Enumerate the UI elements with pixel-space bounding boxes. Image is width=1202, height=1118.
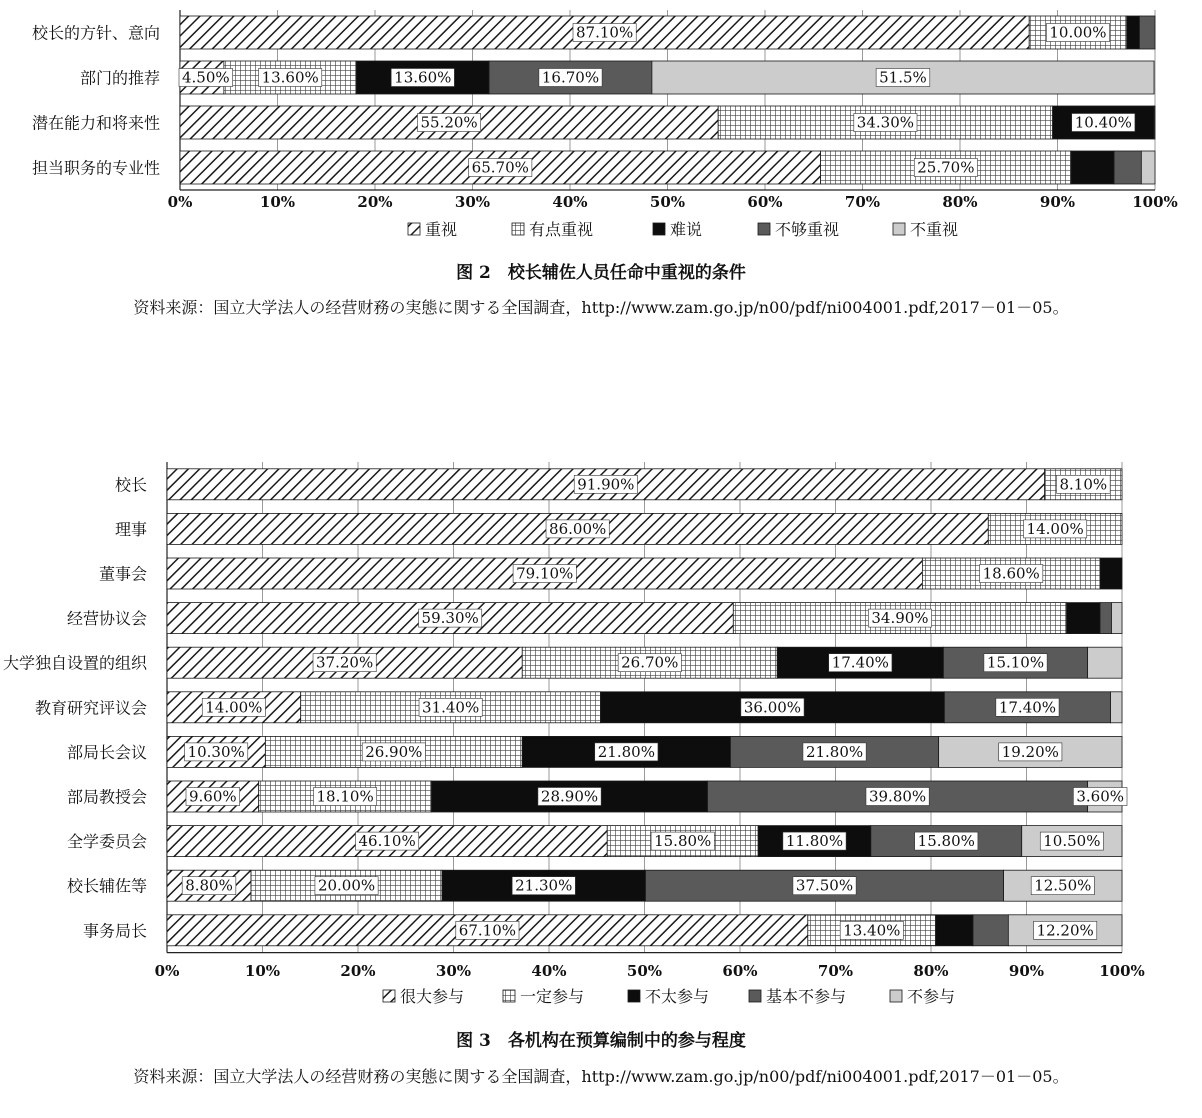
category-label: 校长的方针、意向 bbox=[31, 23, 160, 43]
category-label: 校长辅佐等 bbox=[66, 876, 147, 896]
data-label: 36.00% bbox=[743, 698, 802, 717]
category-label: 大学独自设置的组织 bbox=[2, 653, 147, 673]
figure-source: 资料来源：国立大学法人の经营财務の実態に関する全国調査，http://www.zam.go.jp/n00/pdf/ni004001.pdf,2017－01－05。 bbox=[133, 1067, 1069, 1086]
x-tick-label: 50% bbox=[626, 962, 663, 980]
bar-segment bbox=[1154, 106, 1155, 139]
category-label: 潜在能力和将来性 bbox=[31, 113, 160, 133]
legend bbox=[383, 987, 955, 1006]
x-tick-label: 80% bbox=[942, 193, 978, 211]
data-label: 21.80% bbox=[597, 742, 655, 761]
data-label: 79.10% bbox=[516, 564, 574, 583]
data-label: 26.70% bbox=[621, 653, 679, 672]
category-label: 董事会 bbox=[98, 564, 147, 584]
data-label: 67.10% bbox=[458, 921, 517, 940]
bar-row bbox=[167, 826, 1122, 857]
data-label: 18.10% bbox=[316, 787, 374, 806]
bar-row bbox=[167, 870, 1122, 901]
data-label: 3.60% bbox=[1076, 787, 1124, 806]
bar-segment bbox=[1067, 603, 1100, 634]
data-label: 10.50% bbox=[1043, 832, 1101, 851]
bar-row bbox=[167, 558, 1122, 589]
category-label: 教育研究评议会 bbox=[34, 698, 147, 718]
bar-segment bbox=[1127, 16, 1140, 49]
data-label: 25.70% bbox=[917, 158, 975, 177]
data-label: 18.60% bbox=[982, 564, 1040, 583]
x-tick-label: 70% bbox=[844, 193, 881, 211]
data-label: 13.60% bbox=[261, 68, 319, 87]
category-label: 经营协议会 bbox=[66, 609, 147, 629]
x-tick-label: 20% bbox=[340, 962, 376, 980]
data-label: 14.00% bbox=[205, 698, 263, 717]
legend-swatch bbox=[383, 990, 395, 1002]
x-tick-label: 70% bbox=[817, 962, 854, 980]
data-label: 9.60% bbox=[189, 787, 237, 806]
x-tick-label: 10% bbox=[259, 193, 296, 211]
data-label: 19.20% bbox=[1001, 742, 1059, 761]
category-label: 全学委员会 bbox=[66, 832, 147, 852]
data-label: 15.80% bbox=[654, 832, 712, 851]
legend-label: 很大参与 bbox=[400, 987, 465, 1006]
category-label: 校长 bbox=[114, 475, 147, 495]
data-label: 15.10% bbox=[986, 653, 1045, 672]
legend-swatch bbox=[408, 223, 420, 235]
data-label: 34.30% bbox=[856, 113, 915, 132]
x-tick-label: 30% bbox=[454, 193, 491, 211]
data-label: 17.40% bbox=[998, 698, 1057, 717]
legend-swatch bbox=[758, 223, 770, 235]
category-label: 部局长会议 bbox=[66, 742, 147, 762]
data-label: 17.40% bbox=[831, 653, 889, 672]
data-label: 16.70% bbox=[541, 68, 600, 87]
x-tick-label: 40% bbox=[531, 962, 567, 980]
bar-row bbox=[179, 61, 1154, 94]
legend-swatch bbox=[893, 223, 905, 235]
bar-row bbox=[167, 736, 1122, 767]
x-tick-label: 40% bbox=[552, 193, 588, 211]
x-tick-label: 0% bbox=[167, 193, 193, 211]
legend-swatch bbox=[503, 990, 515, 1002]
data-label: 11.80% bbox=[785, 832, 844, 851]
bar-row bbox=[167, 915, 1122, 946]
data-label: 86.00% bbox=[549, 519, 607, 538]
x-tick-label: 60% bbox=[722, 962, 758, 980]
data-label: 26.90% bbox=[365, 742, 423, 761]
legend-label: 不重视 bbox=[910, 220, 959, 239]
bar-row bbox=[167, 692, 1122, 723]
data-label: 21.30% bbox=[515, 876, 573, 895]
legend-label: 不参与 bbox=[907, 987, 956, 1006]
figure-source: 资料来源：国立大学法人の经营财務の実態に関する全国調査，http://www.zam.go.jp/n00/pdf/ni004001.pdf,2017－01－05。 bbox=[133, 298, 1069, 317]
legend-swatch bbox=[890, 990, 902, 1002]
x-tick-label: 60% bbox=[747, 193, 783, 211]
data-label: 37.20% bbox=[316, 653, 374, 672]
data-label: 59.30% bbox=[421, 609, 479, 628]
category-label: 担当职务的专业性 bbox=[31, 158, 160, 178]
legend-swatch bbox=[628, 990, 640, 1002]
legend-label: 一定参与 bbox=[520, 987, 585, 1006]
bar-segment bbox=[1100, 603, 1111, 634]
x-tick-label: 10% bbox=[244, 962, 281, 980]
category-label: 部局教授会 bbox=[66, 787, 147, 807]
bar-segment bbox=[1088, 647, 1122, 678]
data-label: 8.80% bbox=[185, 876, 233, 895]
legend-label: 基本不参与 bbox=[766, 987, 847, 1006]
data-label: 12.20% bbox=[1036, 921, 1094, 940]
bar-segment bbox=[973, 915, 1008, 946]
bar-row bbox=[167, 781, 1127, 812]
x-tick-label: 90% bbox=[1008, 962, 1045, 980]
legend-label: 不太参与 bbox=[645, 987, 710, 1006]
legend bbox=[408, 220, 958, 239]
bar-segment bbox=[1100, 558, 1122, 589]
data-label: 91.90% bbox=[577, 475, 635, 494]
data-label: 15.80% bbox=[917, 832, 975, 851]
data-label: 10.30% bbox=[187, 742, 245, 761]
bar-segment bbox=[1114, 151, 1141, 184]
data-label: 39.80% bbox=[868, 787, 927, 806]
x-tick-label: 100% bbox=[1099, 962, 1145, 980]
data-label: 14.00% bbox=[1026, 519, 1084, 538]
data-label: 65.70% bbox=[471, 158, 529, 177]
legend-label: 不够重视 bbox=[775, 220, 840, 239]
data-label: 13.40% bbox=[843, 921, 901, 940]
data-label: 4.50% bbox=[182, 68, 230, 87]
bar-segment bbox=[1111, 692, 1122, 723]
legend-label: 有点重视 bbox=[529, 220, 594, 239]
data-label: 10.00% bbox=[1049, 23, 1107, 42]
data-label: 34.90% bbox=[871, 609, 929, 628]
bar-segment bbox=[936, 915, 973, 946]
data-label: 46.10% bbox=[358, 832, 416, 851]
figure-caption: 图 2 校长辅佐人员任命中重视的条件 bbox=[456, 263, 746, 283]
category-label: 理事 bbox=[114, 519, 147, 539]
data-label: 51.5% bbox=[879, 68, 927, 87]
data-label: 55.20% bbox=[420, 113, 478, 132]
data-label: 37.50% bbox=[795, 876, 854, 895]
x-tick-label: 80% bbox=[913, 962, 949, 980]
bar-row bbox=[167, 513, 1122, 544]
bar-row bbox=[167, 469, 1122, 500]
data-label: 28.90% bbox=[540, 787, 599, 806]
bar-row bbox=[180, 16, 1155, 49]
data-label: 12.50% bbox=[1034, 876, 1092, 895]
bar-row bbox=[167, 647, 1122, 678]
x-tick-label: 90% bbox=[1039, 193, 1076, 211]
legend-label: 重视 bbox=[425, 220, 458, 239]
category-label: 事务局长 bbox=[82, 921, 147, 941]
legend-swatch bbox=[749, 990, 761, 1002]
data-label: 10.40% bbox=[1074, 113, 1132, 132]
chart-budget-participation bbox=[3, 462, 1145, 1086]
bar-segment bbox=[1139, 16, 1155, 49]
data-label: 87.10% bbox=[576, 23, 634, 42]
legend-swatch bbox=[512, 223, 524, 235]
x-tick-label: 20% bbox=[357, 193, 393, 211]
x-tick-label: 100% bbox=[1132, 193, 1178, 211]
bar-segment bbox=[1071, 151, 1114, 184]
bar-row bbox=[167, 603, 1122, 634]
figure-caption: 图 3 各机构在预算编制中的参与程度 bbox=[456, 1031, 746, 1051]
legend-swatch bbox=[653, 223, 665, 235]
data-label: 20.00% bbox=[317, 876, 376, 895]
x-tick-label: 0% bbox=[154, 962, 180, 980]
bar-segment bbox=[1111, 603, 1122, 634]
x-tick-label: 50% bbox=[649, 193, 686, 211]
data-label: 21.80% bbox=[805, 742, 864, 761]
data-label: 8.10% bbox=[1059, 475, 1108, 494]
bar-segment bbox=[1141, 151, 1155, 184]
bar-row bbox=[180, 151, 1155, 184]
bar-row bbox=[180, 106, 1155, 139]
chart-school-assistant-conditions bbox=[32, 10, 1178, 317]
data-label: 13.60% bbox=[394, 68, 452, 87]
data-label: 31.40% bbox=[422, 698, 480, 717]
category-label: 部门的推荐 bbox=[79, 68, 160, 88]
legend-label: 难说 bbox=[670, 220, 703, 239]
x-tick-label: 30% bbox=[435, 962, 472, 980]
